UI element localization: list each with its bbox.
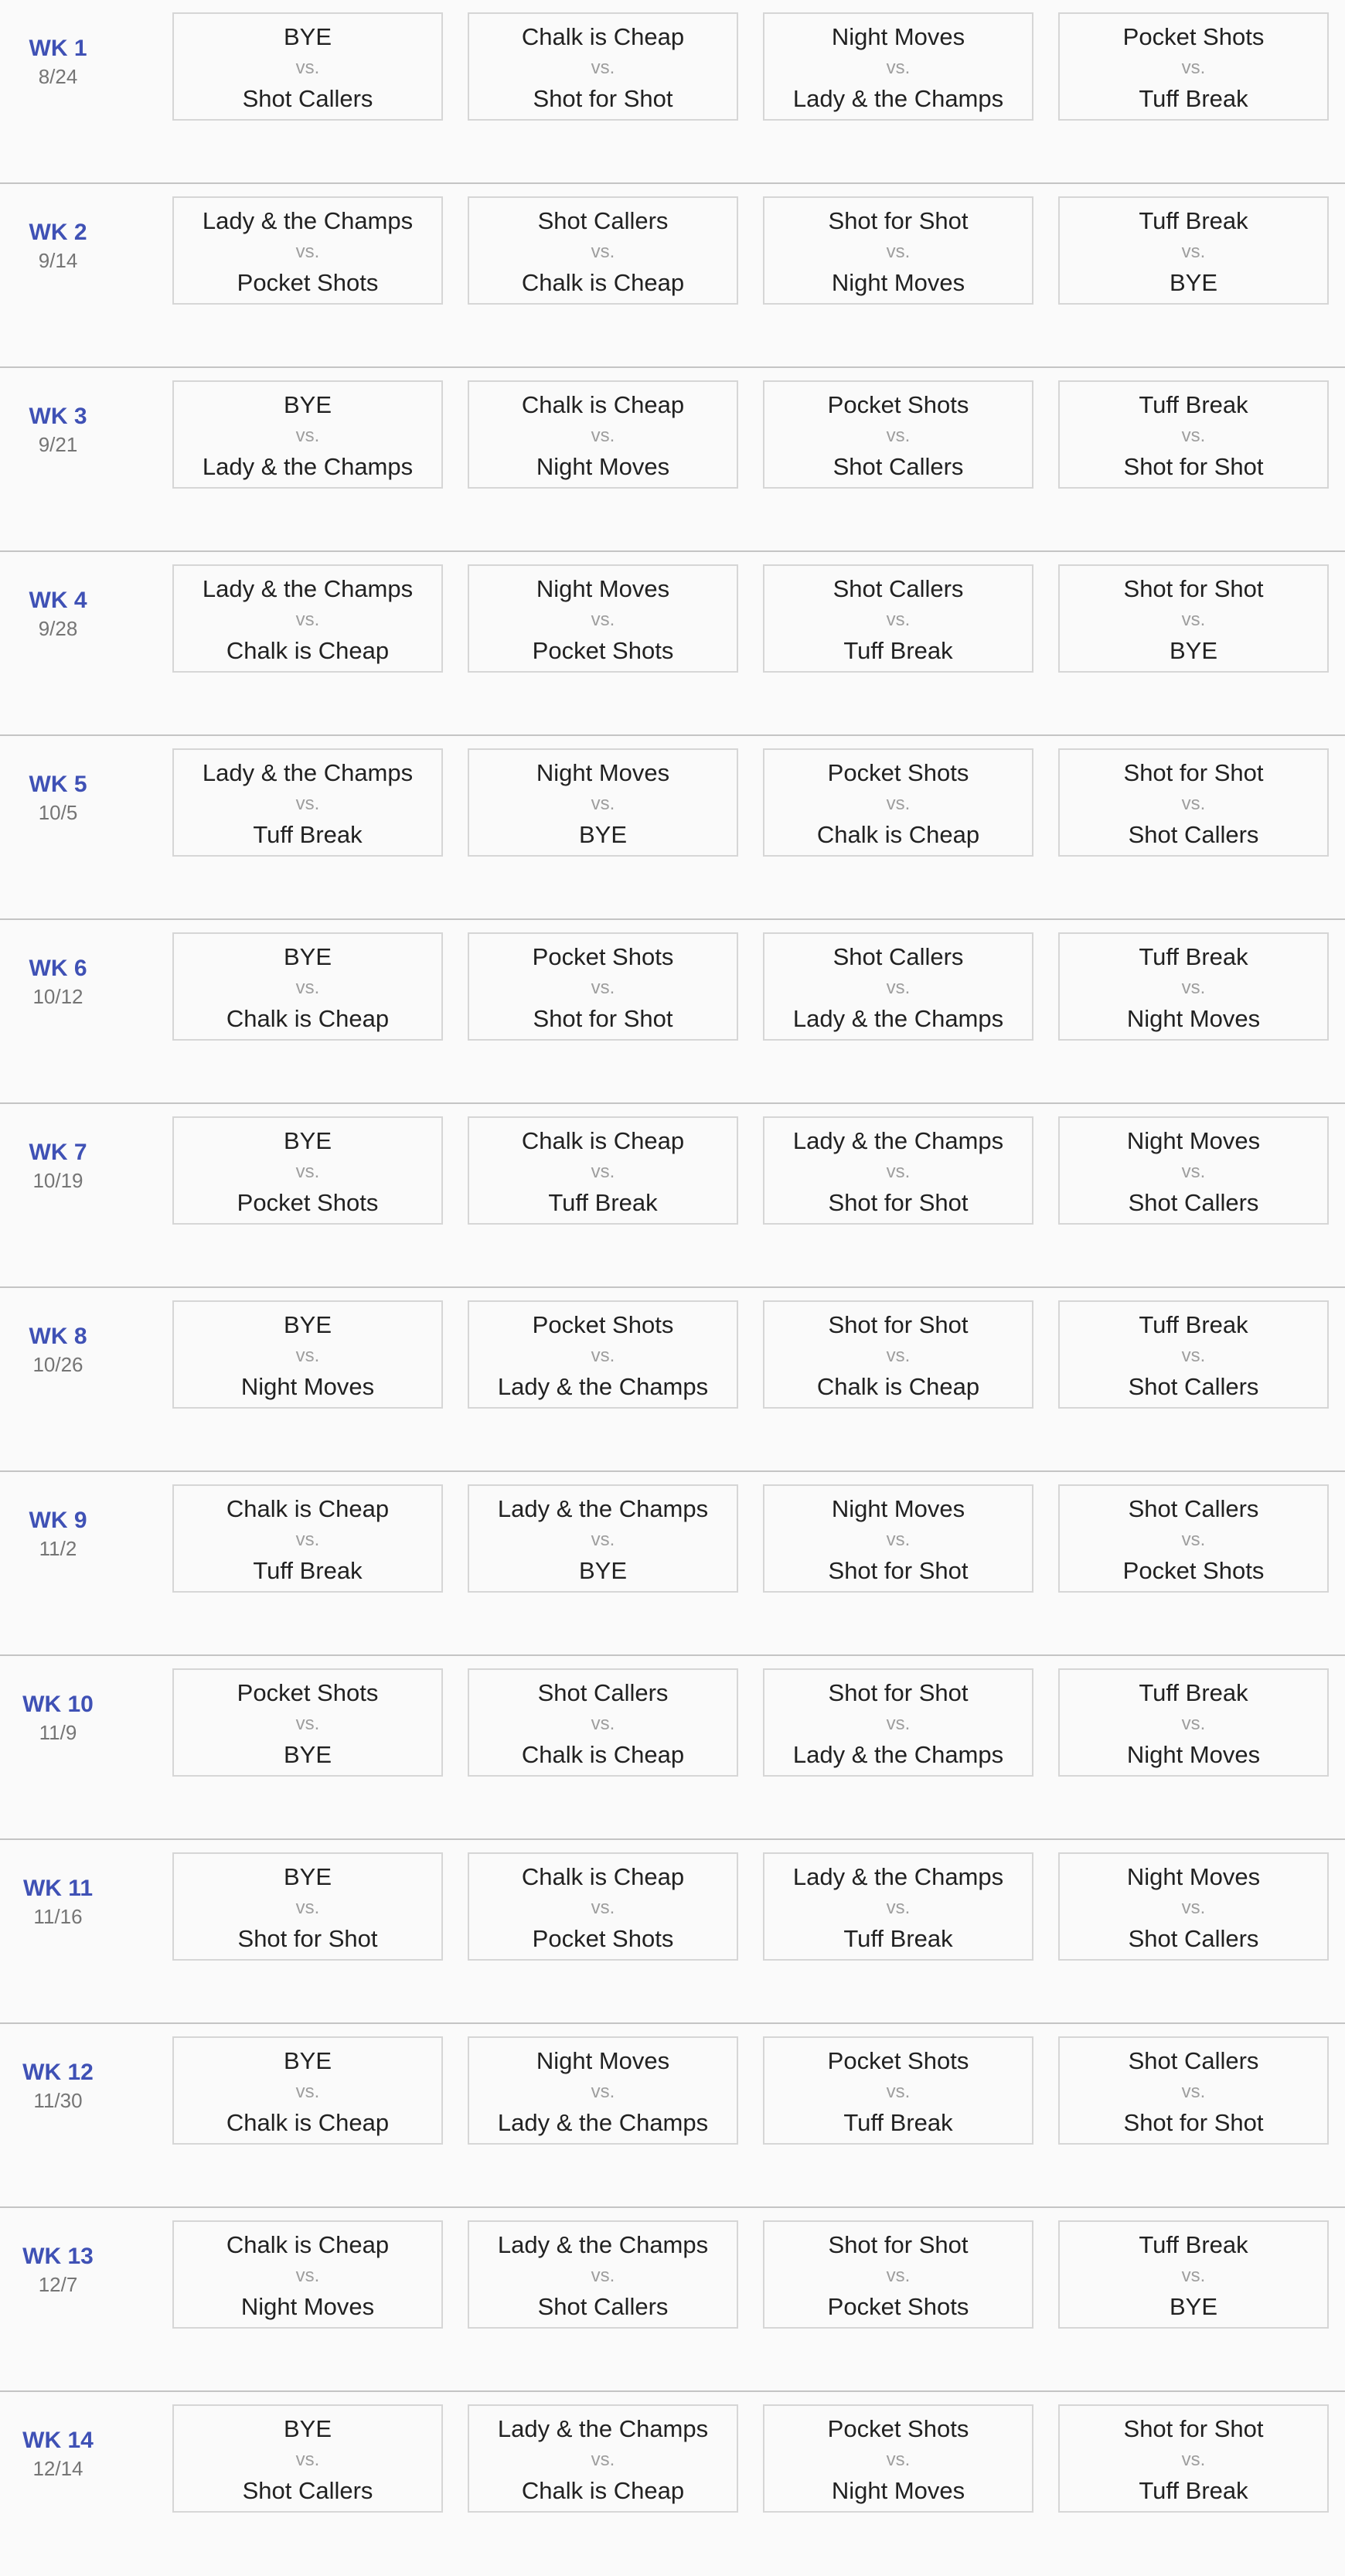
versus-label: vs. [1181, 1897, 1206, 1918]
week-date: 11/30 [33, 2089, 83, 2112]
match-card[interactable] [172, 564, 443, 673]
week-number: WK 6 [29, 956, 87, 981]
home-team: Night Moves [536, 575, 670, 602]
away-team: Shot for Shot [1123, 453, 1264, 480]
versus-label: vs. [1181, 241, 1206, 262]
versus-label: vs. [295, 57, 320, 78]
home-team: BYE [283, 1127, 332, 1154]
home-team: Shot for Shot [828, 1679, 969, 1706]
match-card[interactable] [468, 932, 738, 1041]
versus-label: vs. [591, 57, 615, 78]
match-card[interactable] [1058, 1116, 1329, 1225]
week-date: 10/12 [32, 985, 83, 1008]
home-team: BYE [283, 391, 332, 418]
week-row [0, 1288, 1345, 1472]
away-team: Pocket Shots [827, 2293, 969, 2320]
week-row [0, 2392, 1345, 2576]
home-team: Pocket Shots [532, 1311, 674, 1338]
week-row [0, 368, 1345, 552]
home-team: Chalk is Cheap [521, 1863, 685, 1890]
home-team: BYE [283, 2415, 332, 2442]
home-team: Tuff Break [1139, 391, 1248, 418]
week-date: 11/16 [33, 1905, 83, 1928]
away-team: Pocket Shots [237, 1189, 379, 1216]
home-team: Night Moves [536, 759, 670, 786]
week-label [0, 1874, 116, 1930]
match-card[interactable] [1058, 1484, 1329, 1593]
versus-label: vs. [295, 1161, 320, 1182]
week-date: 11/2 [39, 1537, 77, 1560]
away-team: Shot for Shot [828, 1557, 969, 1584]
week-label [0, 770, 116, 826]
home-team: Lady & the Champs [792, 1127, 1004, 1154]
week-label [0, 586, 116, 642]
away-team: Tuff Break [843, 1925, 953, 1952]
versus-label: vs. [591, 977, 615, 998]
away-team: Shot Callers [242, 2477, 373, 2504]
match-card[interactable] [172, 380, 443, 489]
versus-label: vs. [1181, 57, 1206, 78]
versus-label: vs. [1181, 2081, 1206, 2102]
match-card[interactable] [763, 380, 1033, 489]
week-number: WK 14 [22, 2428, 94, 2453]
versus-label: vs. [1181, 609, 1206, 630]
away-team: Chalk is Cheap [226, 637, 390, 664]
versus-label: vs. [591, 2449, 615, 2470]
week-row [0, 1656, 1345, 1840]
home-team: BYE [283, 23, 332, 50]
versus-label: vs. [1181, 1529, 1206, 1550]
versus-label: vs. [591, 1897, 615, 1918]
match-card[interactable] [1058, 932, 1329, 1041]
match-card[interactable] [468, 2036, 738, 2145]
versus-label: vs. [295, 2449, 320, 2470]
versus-label: vs. [886, 2265, 911, 2286]
away-team: Shot Callers [1128, 1189, 1259, 1216]
home-team: Shot for Shot [1123, 575, 1264, 602]
week-date: 10/5 [38, 801, 78, 824]
home-team: Shot Callers [833, 943, 964, 970]
home-team: Lady & the Champs [202, 575, 414, 602]
week-label [0, 1506, 116, 1562]
week-label [0, 34, 116, 90]
match-card[interactable] [763, 2404, 1033, 2513]
home-team: Chalk is Cheap [226, 2231, 390, 2258]
away-team: Lady & the Champs [792, 1005, 1004, 1032]
versus-label: vs. [295, 609, 320, 630]
match-card[interactable] [172, 2404, 443, 2513]
versus-label: vs. [886, 1897, 911, 1918]
home-team: Shot Callers [537, 207, 669, 234]
away-team: BYE [1169, 2293, 1218, 2320]
week-number: WK 1 [29, 36, 87, 61]
match-card[interactable] [468, 380, 738, 489]
versus-label: vs. [886, 425, 911, 446]
home-team: BYE [283, 943, 332, 970]
versus-label: vs. [886, 2449, 911, 2470]
away-team: Lady & the Champs [792, 1741, 1004, 1768]
versus-label: vs. [1181, 1345, 1206, 1366]
away-team: Tuff Break [253, 1557, 363, 1584]
week-label [0, 2426, 116, 2482]
match-card[interactable] [763, 1300, 1033, 1409]
versus-label: vs. [295, 1897, 320, 1918]
week-row [0, 552, 1345, 736]
home-team: Shot Callers [537, 1679, 669, 1706]
week-date: 11/9 [39, 1721, 77, 1744]
versus-label: vs. [1181, 793, 1206, 814]
match-card[interactable] [172, 1668, 443, 1777]
home-team: Lady & the Champs [497, 2231, 709, 2258]
versus-label: vs. [1181, 1713, 1206, 1734]
match-card[interactable] [172, 1852, 443, 1961]
away-team: Shot Callers [833, 453, 964, 480]
away-team: Tuff Break [1139, 2477, 1248, 2504]
away-team: Lady & the Champs [497, 1373, 709, 1400]
away-team: Chalk is Cheap [521, 269, 685, 296]
away-team: Night Moves [240, 2293, 375, 2320]
away-team: Lady & the Champs [792, 85, 1004, 112]
away-team: Shot for Shot [1123, 2109, 1264, 2136]
week-number: WK 11 [22, 1876, 94, 1901]
match-card[interactable] [468, 1300, 738, 1409]
versus-label: vs. [295, 241, 320, 262]
versus-label: vs. [591, 2081, 615, 2102]
week-label [0, 954, 116, 1010]
home-team: Pocket Shots [827, 2047, 969, 2074]
away-team: Night Moves [1126, 1005, 1261, 1032]
away-team: Chalk is Cheap [816, 1373, 980, 1400]
match-card[interactable] [763, 932, 1033, 1041]
week-row [0, 2208, 1345, 2392]
week-label [0, 2242, 116, 2298]
home-team: Night Moves [831, 1495, 965, 1522]
away-team: Pocket Shots [532, 1925, 674, 1952]
match-card[interactable] [763, 1484, 1033, 1593]
away-team: Shot Callers [1128, 1925, 1259, 1952]
match-card[interactable] [468, 748, 738, 857]
home-team: Shot for Shot [828, 1311, 969, 1338]
versus-label: vs. [295, 1345, 320, 1366]
away-team: Pocket Shots [237, 269, 379, 296]
match-card[interactable] [172, 748, 443, 857]
versus-label: vs. [1181, 1161, 1206, 1182]
versus-label: vs. [591, 2265, 615, 2286]
home-team: Shot for Shot [1123, 2415, 1264, 2442]
away-team: Night Moves [831, 269, 965, 296]
week-row [0, 1840, 1345, 2024]
home-team: Chalk is Cheap [521, 1127, 685, 1154]
home-team: Chalk is Cheap [226, 1495, 390, 1522]
away-team: Chalk is Cheap [521, 1741, 685, 1768]
home-team: Lady & the Champs [497, 2415, 709, 2442]
week-row [0, 1472, 1345, 1656]
week-row [0, 0, 1345, 184]
week-number: WK 9 [29, 1508, 87, 1533]
versus-label: vs. [886, 241, 911, 262]
versus-label: vs. [591, 425, 615, 446]
home-team: Lady & the Champs [497, 1495, 709, 1522]
home-team: Shot for Shot [1123, 759, 1264, 786]
home-team: Night Moves [831, 23, 965, 50]
week-date: 8/24 [38, 65, 78, 88]
away-team: Night Moves [536, 453, 670, 480]
away-team: Shot Callers [1128, 821, 1259, 848]
match-card[interactable] [1058, 380, 1329, 489]
versus-label: vs. [886, 1345, 911, 1366]
versus-label: vs. [1181, 977, 1206, 998]
away-team: Tuff Break [843, 2109, 953, 2136]
week-row [0, 736, 1345, 920]
versus-label: vs. [1181, 2449, 1206, 2470]
away-team: Night Moves [240, 1373, 375, 1400]
away-team: Tuff Break [548, 1189, 658, 1216]
match-card[interactable] [763, 12, 1033, 121]
versus-label: vs. [295, 2265, 320, 2286]
week-date: 9/21 [38, 433, 78, 456]
home-team: Shot Callers [1128, 2047, 1259, 2074]
home-team: Pocket Shots [827, 2415, 969, 2442]
match-card[interactable] [468, 1484, 738, 1593]
away-team: Shot Callers [242, 85, 373, 112]
week-date: 10/19 [32, 1169, 83, 1192]
match-card[interactable] [468, 2404, 738, 2513]
home-team: Pocket Shots [827, 759, 969, 786]
away-team: Chalk is Cheap [226, 1005, 390, 1032]
week-label [0, 402, 116, 458]
versus-label: vs. [591, 1529, 615, 1550]
week-number: WK 8 [29, 1324, 87, 1349]
match-card[interactable] [763, 2036, 1033, 2145]
versus-label: vs. [591, 1345, 615, 1366]
away-team: BYE [578, 821, 628, 848]
match-card[interactable] [172, 1484, 443, 1593]
match-card[interactable] [172, 2220, 443, 2329]
week-date: 9/28 [38, 617, 78, 640]
week-label [0, 1138, 116, 1194]
home-team: BYE [283, 2047, 332, 2074]
week-number: WK 2 [29, 220, 87, 245]
home-team: Tuff Break [1139, 943, 1248, 970]
week-date: 12/7 [38, 2273, 78, 2296]
home-team: BYE [283, 1311, 332, 1338]
home-team: Chalk is Cheap [521, 23, 685, 50]
week-row [0, 184, 1345, 368]
versus-label: vs. [295, 793, 320, 814]
match-card[interactable] [1058, 2220, 1329, 2329]
away-team: BYE [1169, 637, 1218, 664]
home-team: BYE [283, 1863, 332, 1890]
away-team: Shot for Shot [533, 1005, 673, 1032]
match-card[interactable] [468, 12, 738, 121]
versus-label: vs. [886, 2081, 911, 2102]
versus-label: vs. [886, 977, 911, 998]
home-team: Lady & the Champs [202, 759, 414, 786]
away-team: Chalk is Cheap [226, 2109, 390, 2136]
match-card[interactable] [1058, 2404, 1329, 2513]
versus-label: vs. [886, 1161, 911, 1182]
week-number: WK 5 [29, 772, 87, 797]
week-date: 9/14 [38, 249, 78, 272]
home-team: Chalk is Cheap [521, 391, 685, 418]
home-team: Pocket Shots [827, 391, 969, 418]
away-team: Shot for Shot [237, 1925, 378, 1952]
versus-label: vs. [295, 2081, 320, 2102]
away-team: Chalk is Cheap [521, 2477, 685, 2504]
away-team: Tuff Break [253, 821, 363, 848]
week-label [0, 2058, 116, 2114]
away-team: Shot Callers [1128, 1373, 1259, 1400]
match-card[interactable] [468, 1852, 738, 1961]
match-card[interactable] [1058, 1668, 1329, 1777]
away-team: Lady & the Champs [202, 453, 414, 480]
match-card[interactable] [1058, 2036, 1329, 2145]
away-team: Night Moves [1126, 1741, 1261, 1768]
versus-label: vs. [591, 793, 615, 814]
away-team: Chalk is Cheap [816, 821, 980, 848]
home-team: Lady & the Champs [792, 1863, 1004, 1890]
versus-label: vs. [886, 609, 911, 630]
week-row [0, 1104, 1345, 1288]
versus-label: vs. [295, 1713, 320, 1734]
away-team: Pocket Shots [1122, 1557, 1265, 1584]
home-team: Shot for Shot [828, 207, 969, 234]
week-number: WK 7 [29, 1140, 87, 1165]
match-card[interactable] [468, 564, 738, 673]
match-card[interactable] [172, 2036, 443, 2145]
versus-label: vs. [295, 425, 320, 446]
match-card[interactable] [468, 1116, 738, 1225]
home-team: Night Moves [1126, 1863, 1261, 1890]
away-team: Pocket Shots [532, 637, 674, 664]
home-team: Tuff Break [1139, 1311, 1248, 1338]
versus-label: vs. [886, 1713, 911, 1734]
away-team: Lady & the Champs [497, 2109, 709, 2136]
home-team: Shot Callers [833, 575, 964, 602]
away-team: Shot Callers [537, 2293, 669, 2320]
match-card[interactable] [1058, 196, 1329, 305]
home-team: Night Moves [1126, 1127, 1261, 1154]
week-row [0, 920, 1345, 1104]
versus-label: vs. [591, 1713, 615, 1734]
home-team: Tuff Break [1139, 207, 1248, 234]
away-team: Tuff Break [1139, 85, 1248, 112]
match-card[interactable] [1058, 1852, 1329, 1961]
versus-label: vs. [1181, 2265, 1206, 2286]
home-team: Shot for Shot [828, 2231, 969, 2258]
match-card[interactable] [1058, 12, 1329, 121]
week-number: WK 4 [29, 588, 87, 613]
away-team: BYE [283, 1741, 332, 1768]
home-team: Shot Callers [1128, 1495, 1259, 1522]
versus-label: vs. [295, 977, 320, 998]
match-card[interactable] [763, 748, 1033, 857]
home-team: Pocket Shots [532, 943, 674, 970]
versus-label: vs. [886, 1529, 911, 1550]
match-card[interactable] [172, 12, 443, 121]
week-number: WK 3 [29, 404, 87, 429]
week-label [0, 1690, 116, 1746]
week-number: WK 12 [22, 2060, 94, 2085]
match-card[interactable] [1058, 748, 1329, 857]
match-card[interactable] [172, 932, 443, 1041]
versus-label: vs. [591, 241, 615, 262]
week-number: WK 10 [22, 1692, 94, 1717]
home-team: Lady & the Champs [202, 207, 414, 234]
match-card[interactable] [468, 1668, 738, 1777]
match-card[interactable] [172, 1300, 443, 1409]
home-team: Tuff Break [1139, 1679, 1248, 1706]
match-card[interactable] [1058, 564, 1329, 673]
match-card[interactable] [763, 196, 1033, 305]
match-card[interactable] [172, 196, 443, 305]
versus-label: vs. [591, 1161, 615, 1182]
away-team: Shot for Shot [533, 85, 673, 112]
away-team: Night Moves [831, 2477, 965, 2504]
week-row [0, 2024, 1345, 2208]
week-date: 12/14 [32, 2457, 83, 2480]
week-label [0, 1322, 116, 1378]
away-team: Tuff Break [843, 637, 953, 664]
versus-label: vs. [591, 609, 615, 630]
match-card[interactable] [763, 1668, 1033, 1777]
match-card[interactable] [763, 564, 1033, 673]
week-number: WK 13 [22, 2244, 94, 2269]
home-team: Pocket Shots [1122, 23, 1265, 50]
match-card[interactable] [468, 2220, 738, 2329]
versus-label: vs. [886, 793, 911, 814]
match-card[interactable] [763, 1116, 1033, 1225]
away-team: Shot for Shot [828, 1189, 969, 1216]
home-team: Pocket Shots [237, 1679, 379, 1706]
versus-label: vs. [1181, 425, 1206, 446]
match-card[interactable] [763, 2220, 1033, 2329]
match-card[interactable] [172, 1116, 443, 1225]
versus-label: vs. [886, 57, 911, 78]
home-team: Tuff Break [1139, 2231, 1248, 2258]
match-card[interactable] [468, 196, 738, 305]
away-team: BYE [1169, 269, 1218, 296]
away-team: BYE [578, 1557, 628, 1584]
match-card[interactable] [1058, 1300, 1329, 1409]
week-label [0, 218, 116, 274]
home-team: Night Moves [536, 2047, 670, 2074]
versus-label: vs. [295, 1529, 320, 1550]
match-card[interactable] [763, 1852, 1033, 1961]
week-date: 10/26 [32, 1353, 83, 1376]
